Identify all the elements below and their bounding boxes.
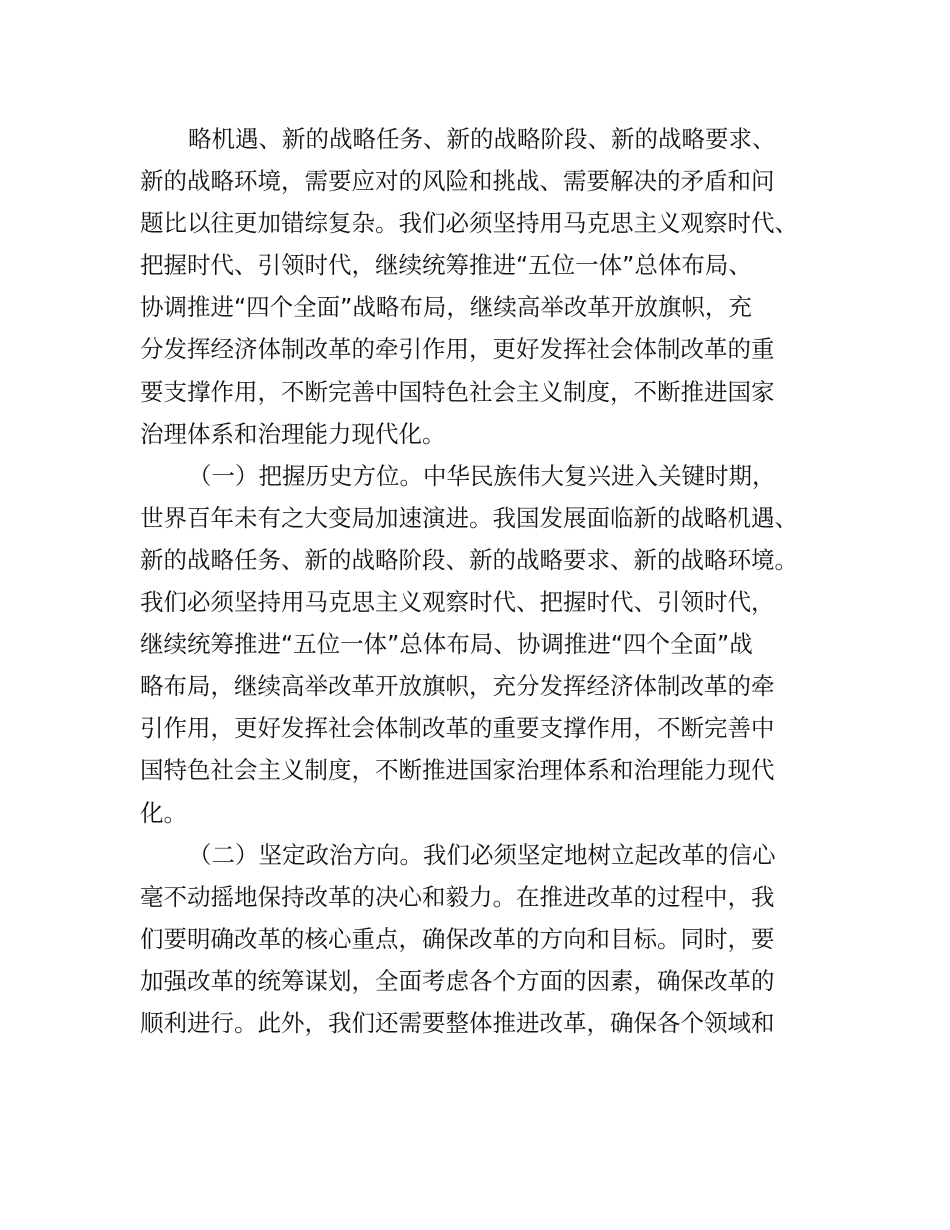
text-line: （一）把握历史方位。中华民族伟大复兴进入关键时期，	[188, 461, 776, 490]
text-line: 顺利进行。此外，我们还需要整体推进改革，确保各个领域和	[140, 1008, 775, 1037]
text-line: 协调推进“四个全面”战略布局，继续高举改革开放旗帜，充	[140, 293, 752, 322]
text-line: 我们必须坚持用马克思主义观察时代、把握时代、引领时代，	[140, 588, 775, 617]
text-line: 略机遇、新的战略任务、新的战略阶段、新的战略要求、	[188, 125, 776, 153]
text-line: 新的战略任务、新的战略阶段、新的战略要求、新的战略环境。	[140, 545, 798, 574]
text-line: 新的战略环境，需要应对的风险和挑战、需要解决的矛盾和问	[140, 167, 775, 196]
text-line: （二）坚定政治方向。我们必须坚定地树立起改革的信心	[188, 840, 776, 869]
text-line: 加强改革的统筹谋划，全面考虑各个方面的因素，确保改革的	[140, 966, 775, 995]
body-text	[140, 118, 830, 1044]
text-line: 毫不动摇地保持改革的决心和毅力。在推进改革的过程中，我	[140, 882, 775, 911]
text-line: 分发挥经济体制改革的牵引作用，更好发挥社会体制改革的重	[140, 335, 775, 364]
paragraph-section-2	[140, 834, 830, 1044]
text-line: 世界百年未有之大变局加速演进。我国发展面临新的战略机遇、	[140, 503, 798, 532]
paragraph-section-1	[140, 455, 830, 834]
text-line: 治理体系和治理能力现代化。	[140, 419, 446, 448]
text-line: 题比以往更加错综复杂。我们必须坚持用马克思主义观察时代、	[140, 209, 798, 238]
text-line: 把握时代、引领时代，继续统筹推进“五位一体”总体布局、	[140, 251, 752, 280]
text-line: 化。	[140, 798, 187, 827]
text-line: 国特色社会主义制度，不断推进国家治理体系和治理能力现代	[140, 756, 775, 785]
text-line: 引作用，更好发挥社会体制改革的重要支撑作用，不断完善中	[140, 714, 775, 743]
paragraph-continuation	[140, 118, 830, 455]
text-line: 们要明确改革的核心重点，确保改革的方向和目标。同时，要	[140, 924, 775, 953]
text-line: 略布局，继续高举改革开放旗帜，充分发挥经济体制改革的牵	[140, 672, 775, 701]
text-line: 继续统筹推进“五位一体”总体布局、协调推进“四个全面”战	[140, 630, 753, 659]
text-line: 要支撑作用，不断完善中国特色社会主义制度，不断推进国家	[140, 377, 775, 406]
